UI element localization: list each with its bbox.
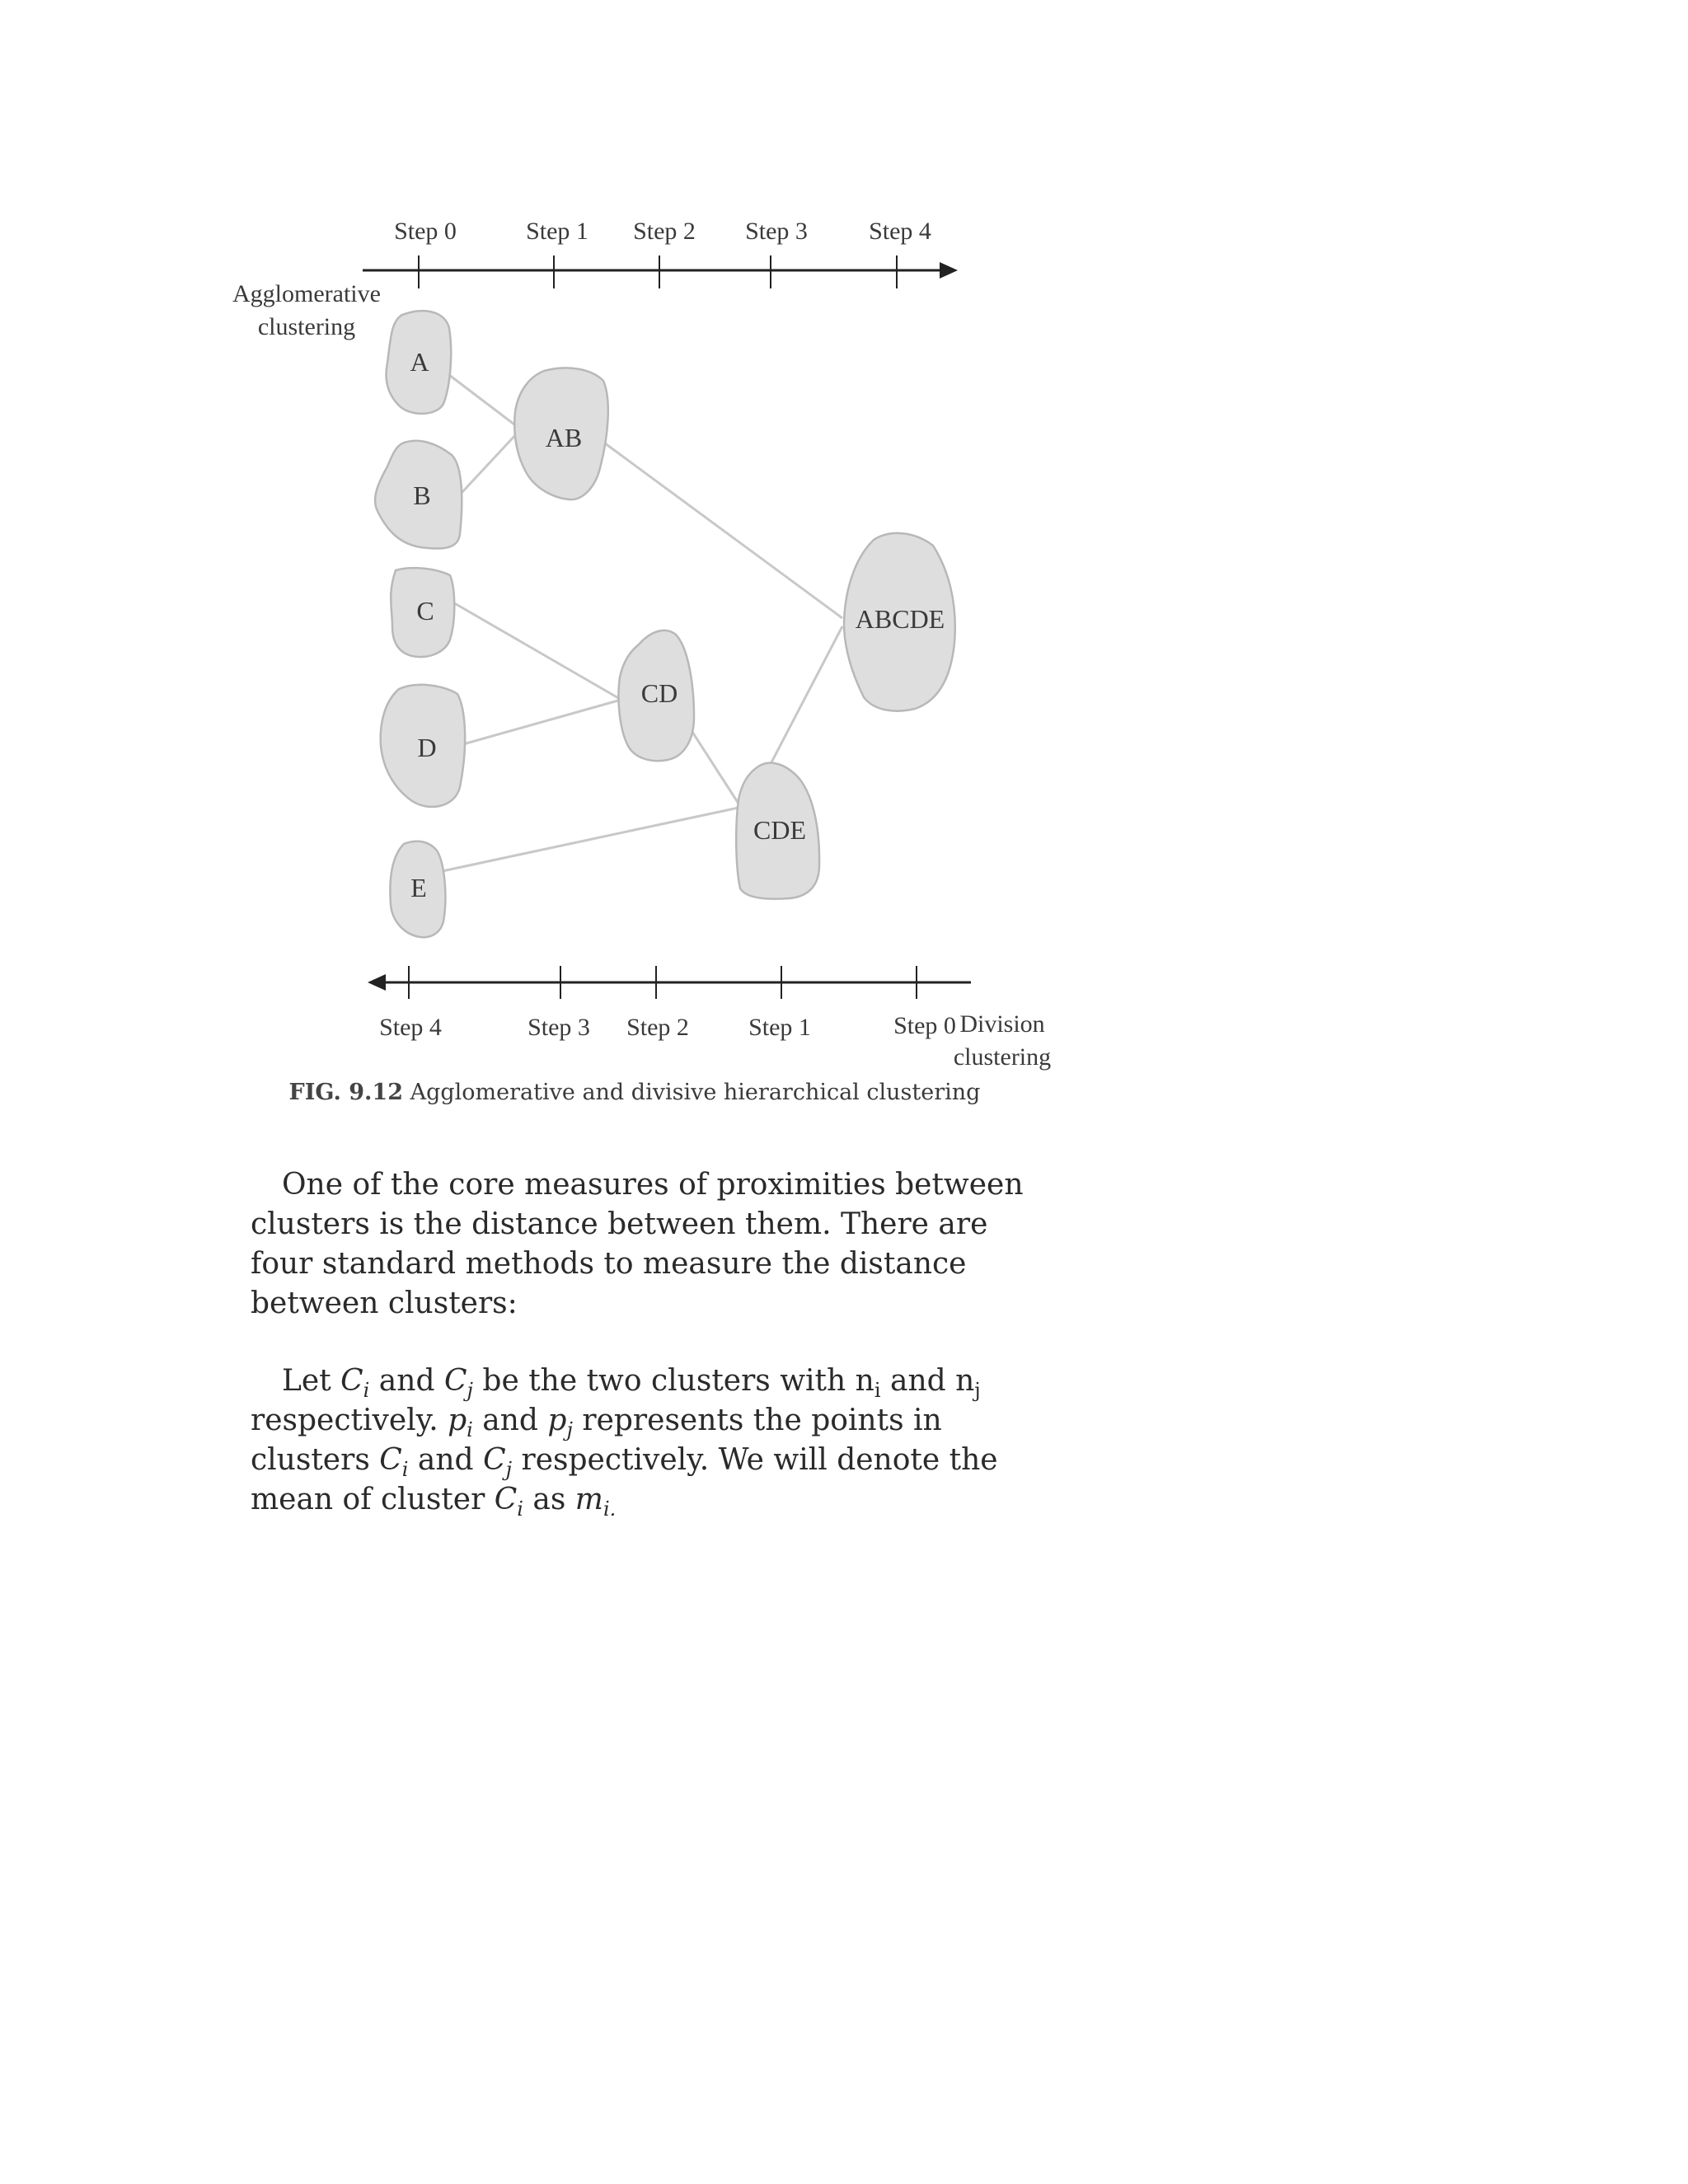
top-step-2: Step 2 xyxy=(633,218,696,245)
bottom-step-3: Step 3 xyxy=(528,1014,590,1041)
node-cd-label: CD xyxy=(640,678,678,708)
hierarchical-clustering-diagram xyxy=(0,0,1688,1088)
node-e-label: E xyxy=(410,873,427,902)
figure-number: FIG. 9.12 xyxy=(288,1080,404,1105)
agglomerative-label-line1: Agglomerative xyxy=(232,280,381,307)
agglomerative-label-line2: clustering xyxy=(257,313,356,340)
top-step-1: Step 1 xyxy=(526,218,588,245)
node-b-label: B xyxy=(413,480,431,510)
paragraph-cluster-notation: Let $C_i$ and $C_j$ be the two clusters with $n_i$ and $n_j$ respectively. $p_i$ and $p_j$ represents the points in clusters $C_i$ and $C_j$ respectively. We will denote the mean of cluster $C_i$ as $m_{i.}$ xyxy=(251,1364,998,1521)
top-step-0: Step 0 xyxy=(394,218,457,245)
bottom-step-2: Step 2 xyxy=(626,1014,689,1041)
top-axis xyxy=(232,218,958,340)
division-label-line1: Division xyxy=(959,1010,1045,1038)
bottom-step-0: Step 0 xyxy=(893,1012,956,1039)
node-a-label: A xyxy=(410,347,429,377)
bottom-axis xyxy=(368,966,1051,1071)
node-ab-label: AB xyxy=(545,423,583,452)
figure-caption xyxy=(0,1080,1269,1105)
node-cde-label: CDE xyxy=(753,815,806,845)
top-step-3: Step 3 xyxy=(745,218,808,245)
top-step-4: Step 4 xyxy=(869,218,931,245)
node-d-label: D xyxy=(417,733,437,762)
node-abcde-label: ABCDE xyxy=(855,604,945,634)
paragraph-distance-intro: One of the core measures of proximities between clusters is the distance between them. There are four standard methods to measure the distance between clusters: xyxy=(251,1168,1024,1320)
figure-caption-text: Agglomerative and divisive hierarchical clustering xyxy=(403,1080,981,1105)
node-c-label: C xyxy=(416,596,434,626)
bottom-step-1: Step 1 xyxy=(748,1014,811,1041)
bottom-step-4: Step 4 xyxy=(379,1014,442,1041)
division-label-line2: clustering xyxy=(953,1043,1052,1071)
